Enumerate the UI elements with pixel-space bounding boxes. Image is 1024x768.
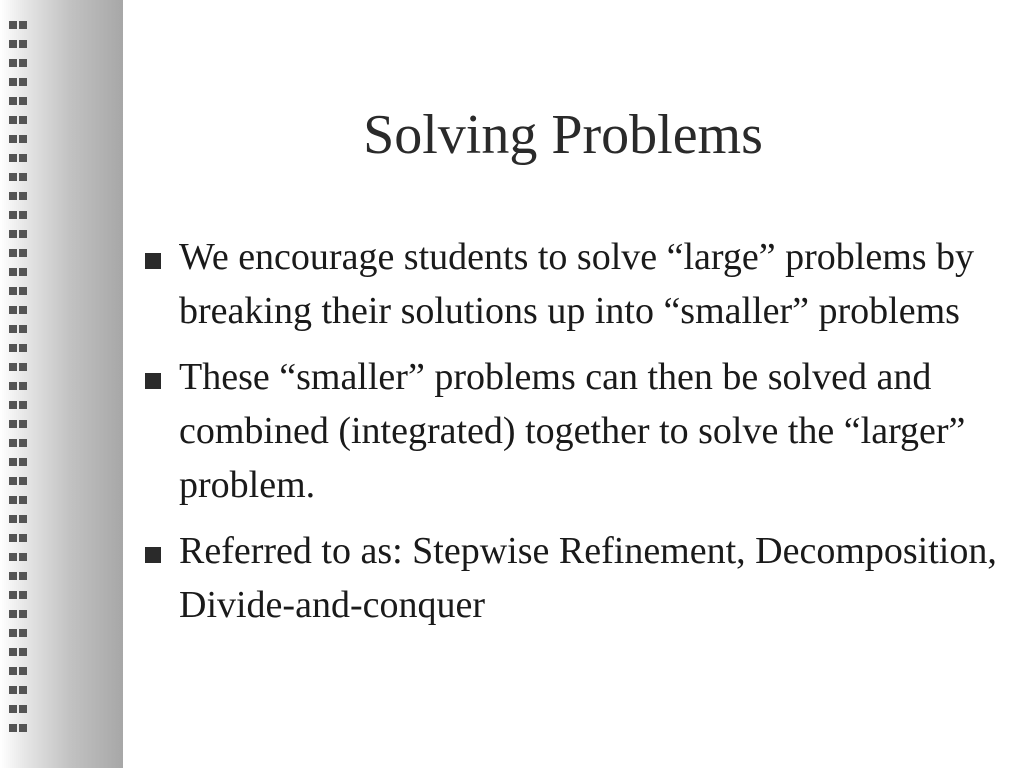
square-pattern-row	[9, 477, 29, 496]
square-pattern-row	[9, 40, 29, 59]
square-decoration	[9, 667, 17, 675]
square-decoration	[9, 363, 17, 371]
square-decoration	[9, 344, 17, 352]
square-pattern-row	[9, 534, 29, 553]
square-pattern	[9, 21, 29, 743]
square-decoration	[19, 477, 27, 485]
square-decoration	[19, 420, 27, 428]
square-decoration	[9, 458, 17, 466]
square-decoration	[19, 154, 27, 162]
square-decoration	[19, 667, 27, 675]
square-decoration	[19, 230, 27, 238]
square-pattern-row	[9, 401, 29, 420]
square-decoration	[19, 458, 27, 466]
square-decoration	[9, 78, 17, 86]
square-decoration	[19, 211, 27, 219]
square-decoration	[9, 420, 17, 428]
square-pattern-row	[9, 287, 29, 306]
square-decoration	[9, 648, 17, 656]
square-decoration	[9, 686, 17, 694]
square-decoration	[19, 344, 27, 352]
square-pattern-row	[9, 268, 29, 287]
square-decoration	[19, 610, 27, 618]
square-decoration	[19, 363, 27, 371]
square-decoration	[9, 705, 17, 713]
square-decoration	[9, 401, 17, 409]
square-pattern-row	[9, 648, 29, 667]
square-decoration	[19, 268, 27, 276]
square-decoration	[9, 572, 17, 580]
bullet-text: These “smaller” problems can then be solved and combined (integrated) together to solve the “larger” problem.	[179, 356, 966, 506]
square-decoration	[9, 553, 17, 561]
square-pattern-row	[9, 382, 29, 401]
slide-title: Solving Problems	[363, 104, 763, 166]
square-pattern-row	[9, 439, 29, 458]
bullet-item	[143, 524, 1003, 632]
square-decoration	[19, 192, 27, 200]
square-decoration	[9, 21, 17, 29]
square-decoration	[9, 496, 17, 504]
square-decoration	[9, 439, 17, 447]
square-decoration	[9, 116, 17, 124]
bullet-text: Referred to as: Stepwise Refinement, Decomposition, Divide-and-conquer	[179, 530, 997, 626]
square-pattern-row	[9, 420, 29, 439]
square-decoration	[9, 173, 17, 181]
square-decoration	[9, 515, 17, 523]
square-decoration	[19, 553, 27, 561]
square-pattern-row	[9, 154, 29, 173]
square-decoration	[9, 192, 17, 200]
square-decoration	[9, 135, 17, 143]
square-decoration	[9, 591, 17, 599]
square-decoration	[9, 230, 17, 238]
sidebar-decoration	[0, 0, 123, 768]
square-pattern-row	[9, 667, 29, 686]
square-decoration	[19, 629, 27, 637]
square-pattern-row	[9, 724, 29, 743]
square-decoration	[9, 59, 17, 67]
square-pattern-row	[9, 325, 29, 344]
bullet-item	[143, 350, 1003, 512]
square-pattern-row	[9, 572, 29, 591]
square-decoration	[19, 439, 27, 447]
square-pattern-row	[9, 344, 29, 363]
bullet-text: We encourage students to solve “large” problems by breaking their solutions up into “smaller” problems	[179, 236, 975, 332]
square-decoration	[19, 116, 27, 124]
bullet-list	[143, 230, 1003, 644]
square-decoration	[19, 173, 27, 181]
square-decoration	[19, 306, 27, 314]
square-pattern-row	[9, 116, 29, 135]
square-decoration	[9, 287, 17, 295]
square-decoration	[9, 325, 17, 333]
square-pattern-row	[9, 629, 29, 648]
square-decoration	[19, 686, 27, 694]
square-bullet-icon	[145, 373, 161, 389]
square-decoration	[19, 591, 27, 599]
square-decoration	[9, 724, 17, 732]
square-pattern-row	[9, 59, 29, 78]
square-decoration	[19, 382, 27, 390]
square-pattern-row	[9, 496, 29, 515]
square-pattern-row	[9, 515, 29, 534]
square-decoration	[9, 97, 17, 105]
square-pattern-row	[9, 21, 29, 40]
square-decoration	[9, 382, 17, 390]
square-pattern-row	[9, 591, 29, 610]
square-pattern-row	[9, 306, 29, 325]
square-decoration	[9, 306, 17, 314]
square-decoration	[19, 78, 27, 86]
square-decoration	[19, 21, 27, 29]
square-decoration	[9, 211, 17, 219]
square-pattern-row	[9, 553, 29, 572]
bullet-item	[143, 230, 1003, 338]
square-decoration	[9, 610, 17, 618]
square-decoration	[19, 534, 27, 542]
square-pattern-row	[9, 249, 29, 268]
square-pattern-row	[9, 458, 29, 477]
square-decoration	[9, 40, 17, 48]
square-decoration	[19, 648, 27, 656]
square-pattern-row	[9, 705, 29, 724]
square-decoration	[19, 724, 27, 732]
square-decoration	[19, 249, 27, 257]
square-pattern-row	[9, 173, 29, 192]
square-pattern-row	[9, 363, 29, 382]
square-decoration	[9, 477, 17, 485]
square-pattern-row	[9, 686, 29, 705]
square-decoration	[9, 268, 17, 276]
square-decoration	[19, 59, 27, 67]
square-decoration	[19, 287, 27, 295]
square-decoration	[9, 629, 17, 637]
square-bullet-icon	[145, 253, 161, 269]
square-decoration	[19, 97, 27, 105]
square-pattern-row	[9, 610, 29, 629]
square-decoration	[19, 515, 27, 523]
square-decoration	[9, 154, 17, 162]
square-decoration	[19, 705, 27, 713]
square-pattern-row	[9, 211, 29, 230]
square-pattern-row	[9, 97, 29, 116]
square-decoration	[19, 496, 27, 504]
square-pattern-row	[9, 78, 29, 97]
square-decoration	[19, 325, 27, 333]
square-decoration	[19, 40, 27, 48]
square-decoration	[19, 572, 27, 580]
square-bullet-icon	[145, 547, 161, 563]
square-decoration	[19, 401, 27, 409]
square-decoration	[9, 249, 17, 257]
square-pattern-row	[9, 135, 29, 154]
square-pattern-row	[9, 230, 29, 249]
square-pattern-row	[9, 192, 29, 211]
square-decoration	[19, 135, 27, 143]
square-decoration	[9, 534, 17, 542]
